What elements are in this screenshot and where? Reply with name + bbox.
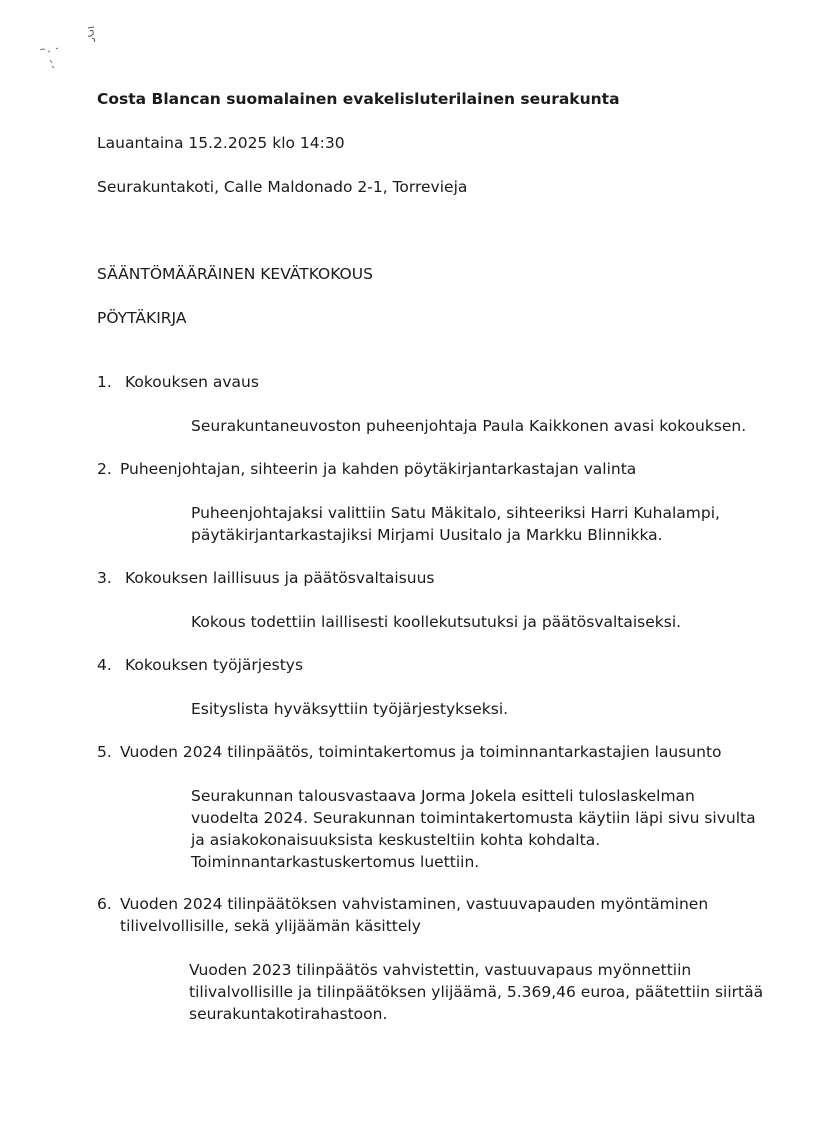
body-line: Seurakuntaneuvoston puheenjohtaja Paula Kaikkonen avasi kokouksen.	[191, 417, 747, 435]
handwritten-mark-icon	[36, 24, 116, 74]
body-line: Puheenjohtajaksi valittiin Satu Mäkitalo, sihteeriksi Harri Kuhalampi,	[191, 504, 720, 522]
agenda-item-number: 1.	[97, 373, 112, 391]
agenda-item-number: 4.	[97, 656, 112, 674]
agenda-item-1-title	[97, 371, 259, 393]
body-line: Seurakunnan talousvastaava Jorma Jokela esitteli tuloslaskelman	[191, 787, 695, 805]
meeting-date-time: Lauantaina 15.2.2025 klo 14:30	[97, 134, 345, 152]
agenda-item-title: Puheenjohtajan, sihteerin ja kahden pöytäkirjantarkastajan valinta	[119, 460, 637, 478]
agenda-item-2-title	[97, 458, 636, 480]
body-line: Toiminnantarkastuskertomus luettiin.	[191, 853, 480, 871]
agenda-item-5-title	[97, 741, 722, 763]
agenda-item-6-title	[97, 893, 708, 937]
agenda-item-title-line: Vuoden 2024 tilinpäätöksen vahvistaminen, vastuuvapauden myöntäminen	[120, 895, 709, 913]
agenda-item-number: 6.	[97, 895, 112, 913]
agenda-item-number: 5.	[97, 743, 112, 761]
agenda-item-1-body	[191, 415, 746, 437]
body-line: Vuoden 2023 tilinpäätös vahvistettin, vastuuvapaus myönnettiin	[189, 961, 692, 979]
organization-name: Costa Blancan suomalainen evakelisluterilainen seurakunta	[97, 90, 620, 108]
body-line: päytäkirjantarkastajiksi Mirjami Uusitalo ja Markku Blinnikka.	[191, 526, 663, 544]
agenda-item-title: Kokouksen laillisuus ja päätösvaltaisuus	[124, 569, 435, 587]
agenda-item-number: 3.	[97, 569, 112, 587]
body-line: ja asiakokonaisuuksista keskusteltiin kohta kohdalta.	[191, 831, 601, 849]
meeting-type-heading: SÄÄNTÖMÄÄRÄINEN KEVÄTKOKOUS	[97, 265, 373, 283]
agenda-item-2-body	[191, 502, 720, 546]
agenda-item-4-title	[97, 654, 303, 676]
agenda-item-title: Kokouksen työjärjestys	[124, 656, 304, 674]
body-line: seurakuntakotirahastoon.	[189, 1005, 388, 1023]
body-line: Esityslista hyväksyttiin työjärjestykseksi.	[191, 700, 509, 718]
agenda-item-4-body	[191, 698, 508, 720]
agenda-item-title: Kokouksen avaus	[124, 373, 259, 391]
agenda-item-title-line: tilivelvollisille, sekä ylijäämän käsittely	[120, 917, 421, 935]
body-line: Kokous todettiin laillisesti koollekutsutuksi ja päätösvaltaiseksi.	[191, 613, 682, 631]
agenda-item-title: Vuoden 2024 tilinpäätös, toimintakertomus ja toiminnantarkastajien lausunto	[119, 743, 722, 761]
meeting-location: Seurakuntakoti, Calle Maldonado 2-1, Torrevieja	[97, 178, 468, 196]
agenda-item-3-body	[191, 611, 681, 633]
agenda-item-5-body	[191, 785, 756, 873]
document-type-heading: PÖYTÄKIRJA	[97, 309, 187, 327]
agenda-item-3-title	[97, 567, 435, 589]
body-line: tilivalvollisille ja tilinpäätöksen ylijäämä, 5.369,46 euroa, päätettiin siirtää	[189, 983, 764, 1001]
agenda-item-6-body	[189, 959, 763, 1025]
body-line: vuodelta 2024. Seurakunnan toimintakertomusta käytiin läpi sivu sivulta	[191, 809, 756, 827]
agenda-item-number: 2.	[97, 460, 112, 478]
